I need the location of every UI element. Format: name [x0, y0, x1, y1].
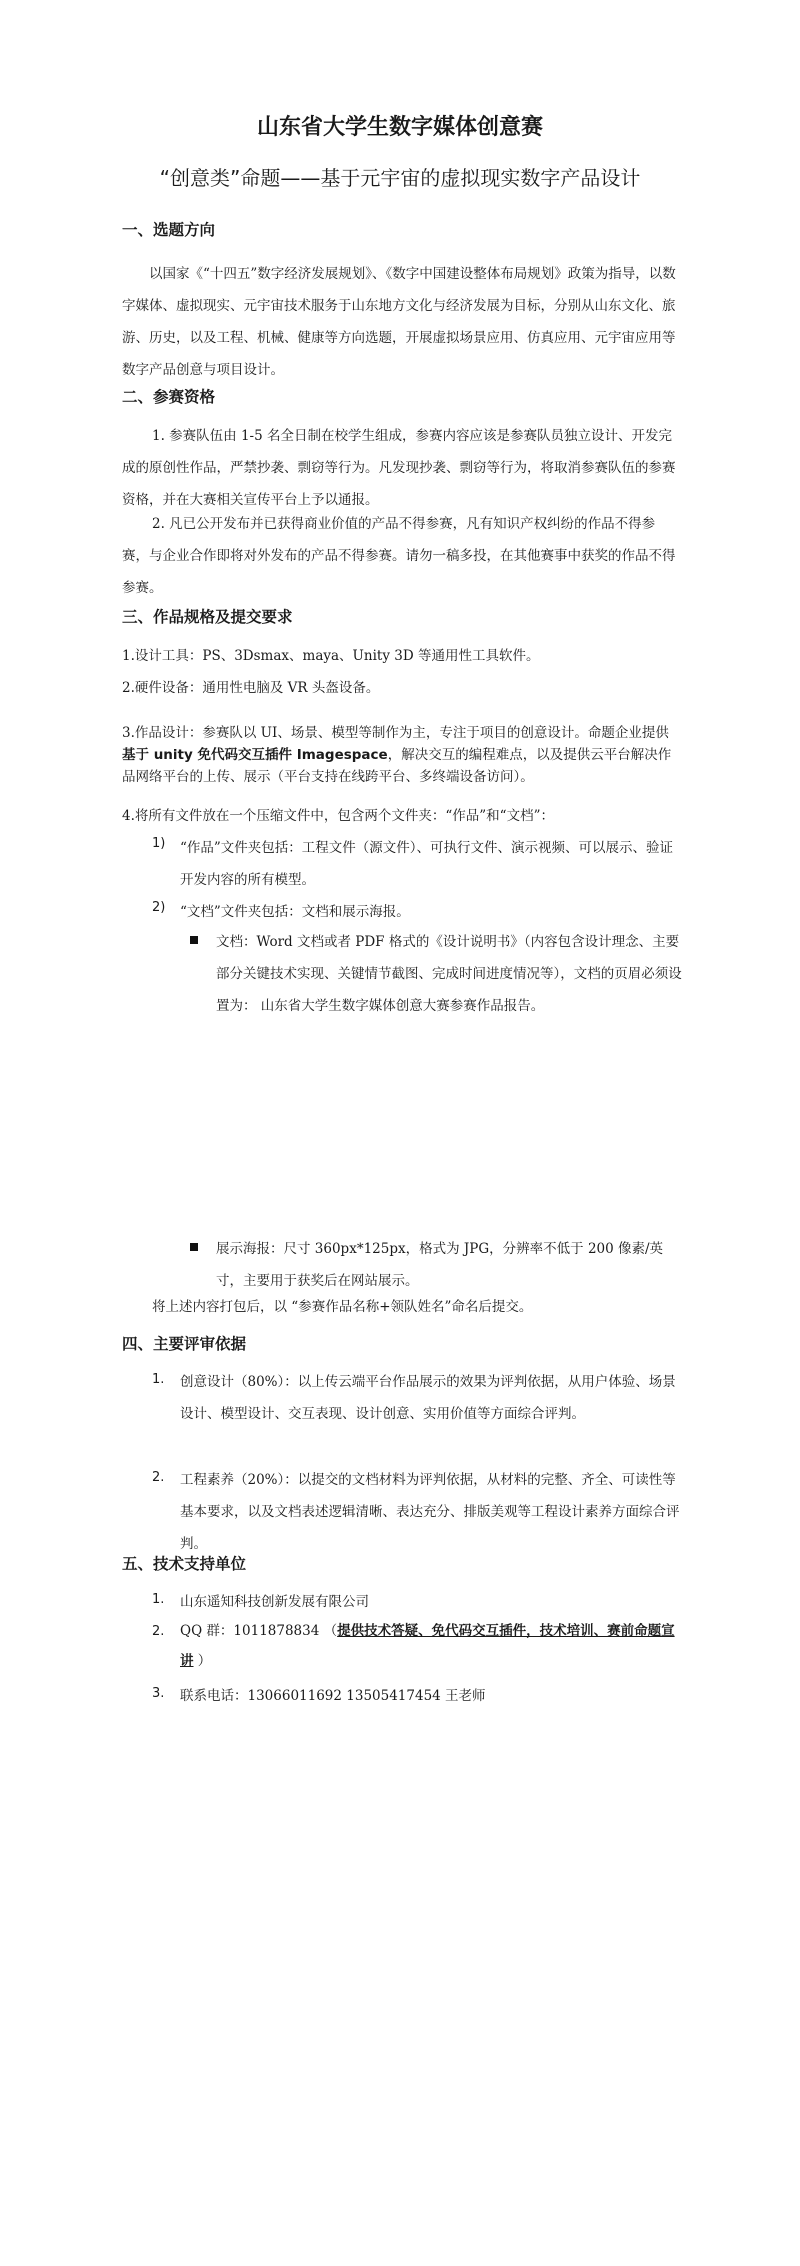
packaging-instruction: 将上述内容打包后，以 “参赛作品名称+领队姓名”命名后提交。 [152, 1299, 533, 1315]
section-3-line-3-text-a: 3.作品设计：参赛队以 UI、场景、模型等制作为主，专注于项目的创意设计。命题企业提供 [122, 725, 669, 741]
section-3-line-3-text-c: ，解决交互的编程难点，以及提供云平台解决作品网络平台的上传、展示（平台支持在线跨平台、多终端设备访问）。 [122, 747, 672, 785]
section-2-heading: 二、参赛资格 [122, 388, 216, 406]
criteria-2-text: 工程素养（20%）：以提交的文档材料为评判依据，从材料的完整、齐全、可读性等基本要求，以及文档表述逻辑清晰、表达充分、排版美观等工程设计素养方面综合评判。 [180, 1472, 680, 1552]
section-1-paragraph: 以国家《“十四五”数字经济发展规划》、《数字中国建设整体布局规划》政策为指导，以数字媒体、虚拟现实、元宇宙技术服务于山东地方文化与经济发展为目标，分别从山东文化、旅游、历史，以及工程、机械、健康等方向选题，开展虚拟场景应用、仿真应用、元宇宙应用等数字产品创意与项目设计。 [122, 266, 676, 378]
support-2-number: 2. [152, 1624, 165, 1639]
section-2-item-1: 1. 参赛队伍由 1-5 名全日制在校学生组成，参赛内容应该是参赛队员独立设计、开发完成的原创性作品，严禁抄袭、剽窃等行为。凡发现抄袭、剽窃等行为，将取消参赛队伍的参赛资格，并在大赛相关宣传平台上予以通报。 [122, 428, 676, 508]
sub-item-1-number: 1) [152, 836, 166, 851]
bullet-icon [190, 1243, 198, 1251]
criteria-1-number: 1. [152, 1372, 165, 1387]
section-5-heading: 五、技术支持单位 [122, 1555, 247, 1573]
support-1-number: 1. [152, 1592, 165, 1607]
bullet-icon [190, 936, 198, 944]
section-4-heading: 四、主要评审依据 [122, 1335, 247, 1353]
section-3-heading: 三、作品规格及提交要求 [122, 608, 293, 626]
section-3-line-2: 2.硬件设备：通用性电脑及 VR 头盔设备。 [122, 680, 380, 696]
section-3-line-3-emphasis: 基于 unity 免代码交互插件 Imagespace [122, 747, 388, 763]
sub-item-2-number: 2) [152, 900, 166, 915]
sub-item-2-text: “文档”文件夹包括：文档和展示海报。 [180, 904, 410, 920]
support-3-number: 3. [152, 1686, 165, 1701]
section-3-line-3 [122, 722, 682, 788]
support-company: 山东遥知科技创新发展有限公司 [180, 1594, 369, 1610]
qq-group-close: ） [193, 1653, 212, 1669]
section-3-line-1: 1.设计工具：PS、3Dsmax、maya、Unity 3D 等通用性工具软件。 [122, 648, 540, 664]
document-requirement: 文档：Word 文档或者 PDF 格式的《设计说明书》（内容包含设计理念、主要部分关键技术实现、关键情节截图、完成时间进度情况等），文档的页眉必须设置为： 山东省大学生数字媒体创意大赛参赛作品报告。 [216, 934, 682, 1014]
document-subtitle: “创意类”命题——基于元宇宙的虚拟现实数字产品设计 [159, 166, 641, 190]
section-1-heading: 一、选题方向 [122, 221, 216, 239]
qq-group-services: 提供技术答疑、免代码交互插件，技术培训、赛前命题宣讲 [180, 1623, 675, 1669]
sub-item-1-text: “作品”文件夹包括：工程文件（源文件）、可执行文件、演示视频、可以展示、验证开发内容的所有模型。 [180, 840, 674, 888]
qq-group-label: QQ 群：1011878834 （ [180, 1623, 338, 1639]
section-3-line-4: 4.将所有文件放在一个压缩文件中，包含两个文件夹：“作品”和“文档”： [122, 808, 554, 824]
support-phone: 联系电话：13066011692 13505417454 王老师 [180, 1688, 486, 1704]
section-2-item-2: 2. 凡已公开发布并已获得商业价值的产品不得参赛，凡有知识产权纠纷的作品不得参赛，与企业合作即将对外发布的产品不得参赛。请勿一稿多投，在其他赛事中获奖的作品不得参赛。 [122, 516, 676, 596]
criteria-1-text: 创意设计（80%）：以上传云端平台作品展示的效果为评判依据，从用户体验、场景设计、模型设计、交互表现、设计创意、实用价值等方面综合评判。 [180, 1374, 676, 1422]
poster-requirement: 展示海报：尺寸 360px*125px，格式为 JPG，分辨率不低于 200 像素/英寸，主要用于获奖后在网站展示。 [216, 1241, 664, 1289]
support-qq-group [180, 1616, 682, 1676]
document-title: 山东省大学生数字媒体创意赛 [256, 115, 543, 140]
criteria-2-number: 2. [152, 1470, 165, 1485]
